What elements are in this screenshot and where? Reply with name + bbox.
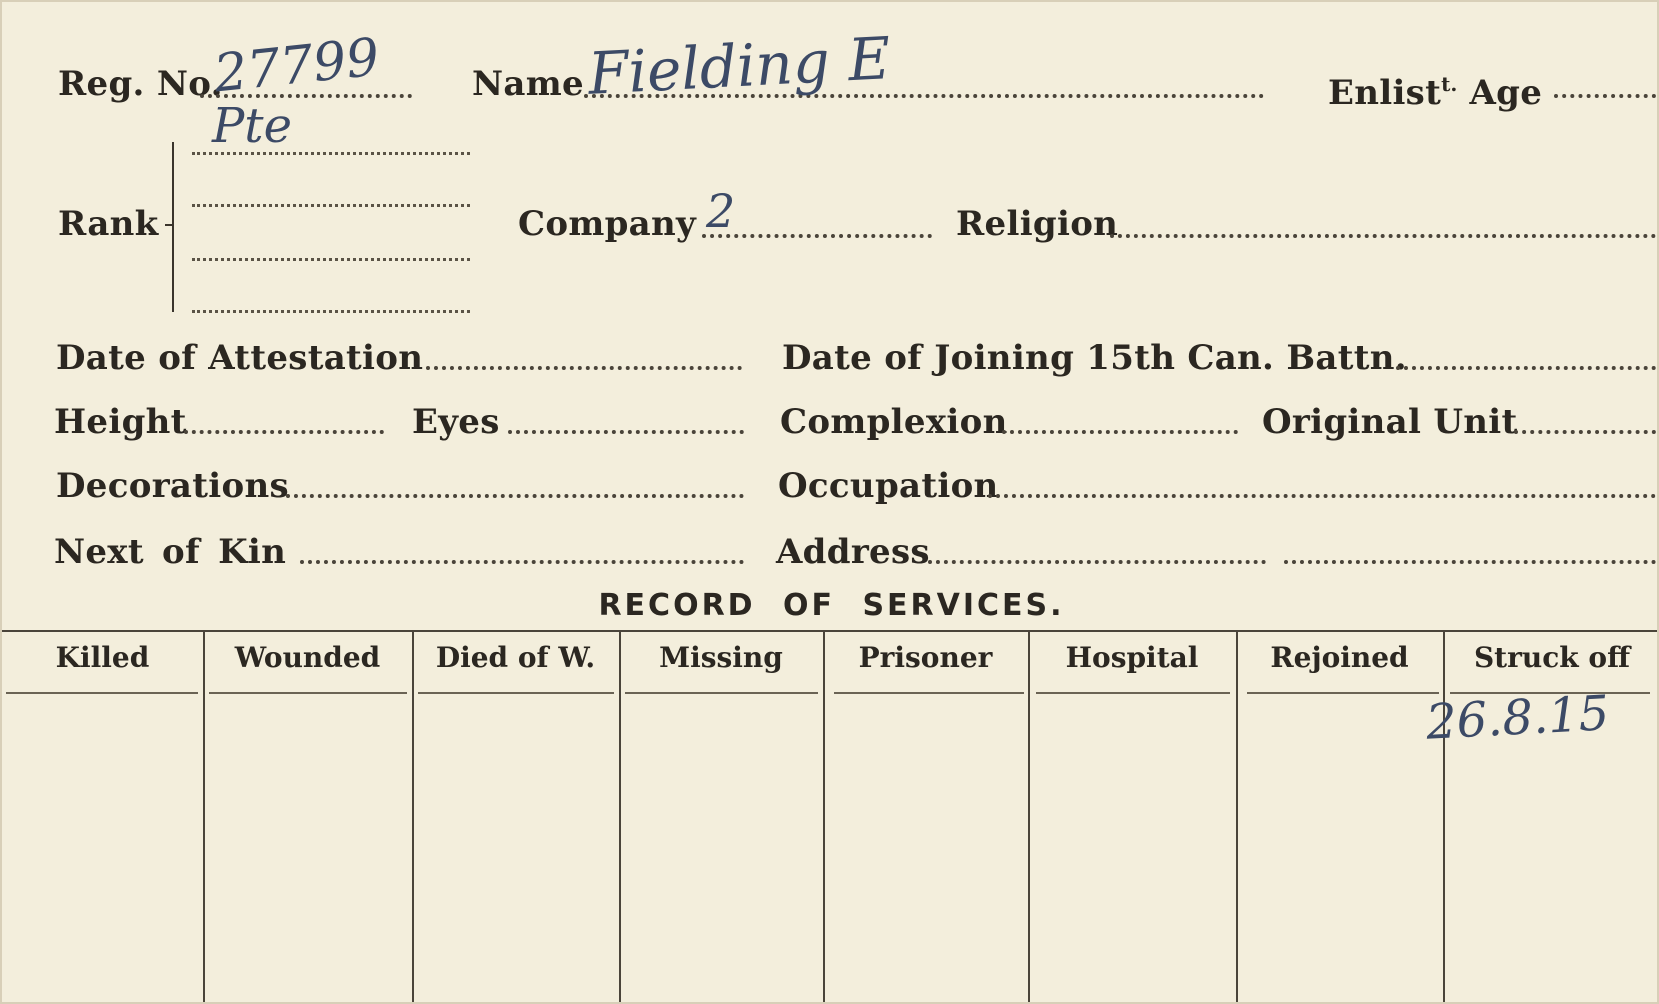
column-header-wounded: Wounded [234, 641, 381, 674]
column-divider [823, 632, 825, 1004]
decorations-label: Decorations [56, 466, 289, 506]
enlist-age-dotted-line [1554, 94, 1656, 98]
record-of-services-title: RECORD OF SERVICES. [598, 588, 1065, 623]
address-label: Address [776, 532, 930, 572]
name-value: Fielding E [586, 24, 893, 108]
reg-no-label: Reg. No. [58, 64, 223, 104]
address-dotted-line-1 [928, 560, 1266, 564]
column-header-struck-off: Struck off [1473, 641, 1631, 674]
complexion-dotted-line [1002, 430, 1238, 434]
address-dotted-line-2 [1284, 560, 1656, 564]
column-underline [834, 692, 1024, 694]
eyes-dotted-line [508, 430, 744, 434]
next-of-kin-dotted-line [300, 560, 744, 564]
column-divider [1236, 632, 1238, 1004]
reg-no-value: 27799 [211, 27, 383, 105]
eyes-label: Eyes [412, 402, 500, 442]
enlist-age-label-sup: t. [1441, 72, 1458, 96]
enlist-age-label [1328, 64, 1542, 113]
enlist-age-label-tail: Age [1457, 73, 1543, 113]
original-unit-label: Original Unit [1262, 402, 1518, 442]
height-label: Height [54, 402, 187, 442]
struck-off-date: 26.8.15 [1424, 685, 1611, 751]
religion-dotted-line [1110, 234, 1656, 238]
rank-line-4 [192, 310, 470, 313]
enlist-age-label-main: Enlist [1328, 73, 1442, 113]
occupation-dotted-line [988, 494, 1656, 498]
joining-label: Date of Joining 15th Can. Battn. [782, 338, 1407, 378]
column-underline [1247, 692, 1439, 694]
name-label: Name [472, 64, 584, 104]
complexion-label: Complexion [780, 402, 1008, 442]
column-divider [1028, 632, 1030, 1004]
attestation-label: Date of Attestation [56, 338, 424, 378]
column-header-killed: Killed [55, 641, 150, 674]
height-dotted-line [184, 430, 384, 434]
original-unit-dotted-line [1514, 430, 1656, 434]
column-header-prisoner: Prisoner [858, 641, 993, 674]
religion-label: Religion [956, 204, 1119, 244]
column-header-hospital: Hospital [1065, 641, 1199, 674]
rank-line-1 [192, 152, 470, 155]
rank-value: Pte [212, 98, 292, 154]
column-divider [619, 632, 621, 1004]
joining-dotted-line [1396, 366, 1656, 370]
column-underline [6, 692, 198, 694]
next-of-kin-label: Next of Kin [54, 532, 287, 572]
company-label: Company [518, 204, 697, 244]
rank-label: Rank [58, 204, 159, 244]
column-divider [203, 632, 205, 1004]
column-underline [418, 692, 614, 694]
column-header-missing: Missing [659, 641, 783, 674]
rank-brace-tick [165, 224, 173, 226]
company-dotted-line [702, 234, 932, 238]
rank-line-3 [192, 258, 470, 261]
column-header-died-of-wounds: Died of W. [435, 641, 596, 674]
column-divider [1443, 632, 1445, 1004]
column-underline [1036, 692, 1230, 694]
column-underline [209, 692, 407, 694]
column-underline [625, 692, 818, 694]
decorations-dotted-line [286, 494, 744, 498]
rank-brace [172, 142, 184, 312]
column-divider [412, 632, 414, 1004]
attestation-dotted-line [426, 366, 742, 370]
column-header-rejoined: Rejoined [1270, 641, 1409, 674]
occupation-label: Occupation [778, 466, 999, 506]
record-top-rule [2, 630, 1659, 632]
company-value: 2 [706, 184, 736, 238]
rank-line-2 [192, 204, 470, 207]
